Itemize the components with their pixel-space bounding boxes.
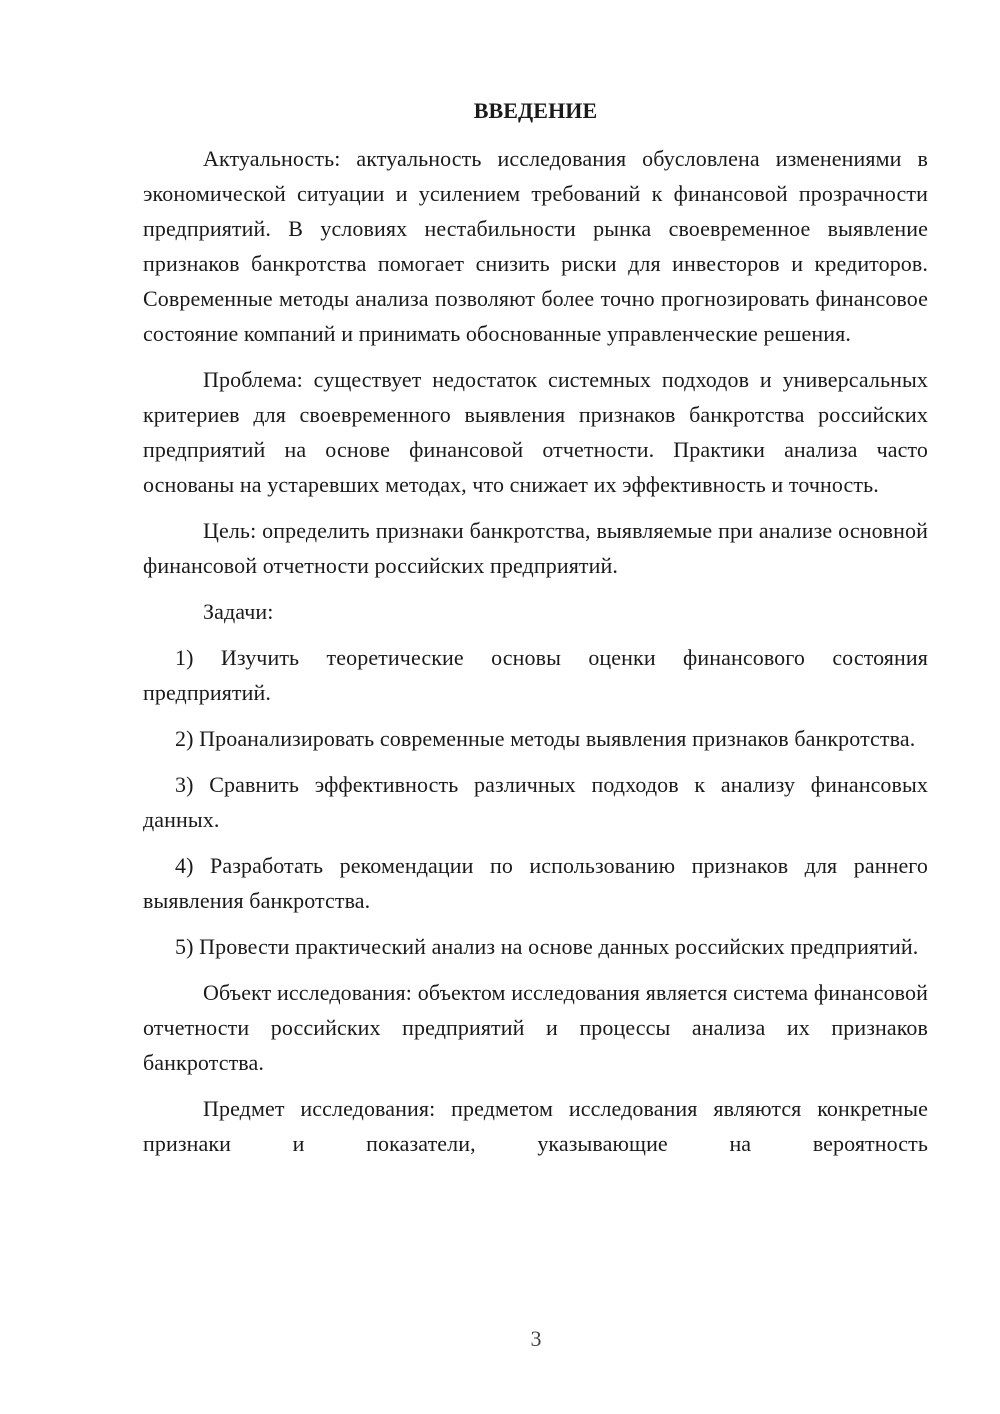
problem-paragraph: Проблема: существует недостаток системных подходов и универсальных критериев для своевременного выявления признаков банкротства российских предприятий на основе финансовой отчетности. Практики анализа часто основаны на устаревших методах, что снижает их эффективность и точность. (143, 367, 928, 497)
task-item: 5) Провести практический анализ на основе данных российских предприятий. (175, 934, 919, 959)
subject-paragraph: Предмет исследования: предметом исследования являются конкретные признаки и показатели, указывающие на вероятность (143, 1096, 928, 1156)
goal-paragraph: Цель: определить признаки банкротства, выявляемые при анализе основной финансовой отчетности российских предприятий. (143, 518, 928, 578)
task-item: 1) Изучить теоретические основы оценки финансового состояния предприятий. (143, 645, 928, 705)
task-item: 4) Разработать рекомендации по использованию признаков для раннего выявления банкротства. (143, 853, 928, 913)
task-item: 2) Проанализировать современные методы выявления признаков банкротства. (175, 726, 916, 751)
object-paragraph: Объект исследования: объектом исследования является система финансовой отчетности российских предприятий и процессы анализа их признаков банкротства. (143, 980, 928, 1075)
relevance-paragraph: Актуальность: актуальность исследования обусловлена изменениями в экономической ситуации и усилением требований к финансовой прозрачности предприятий. В условиях нестабильности рынка своевременное выявление признаков банкротства помогает снизить риски для инвесторов и кредиторов. Современные методы анализа позволяют более точно прогнозировать финансовое состояние компаний и принимать обоснованные управленческие решения. (143, 146, 928, 346)
page-title: ВВЕДЕНИЕ (473, 98, 598, 123)
document-page (143, 96, 928, 1172)
page-number: 3 (530, 1326, 542, 1351)
tasks-heading: Задачи: (203, 599, 274, 624)
task-item: 3) Сравнить эффективность различных подходов к анализу финансовых данных. (143, 772, 928, 832)
